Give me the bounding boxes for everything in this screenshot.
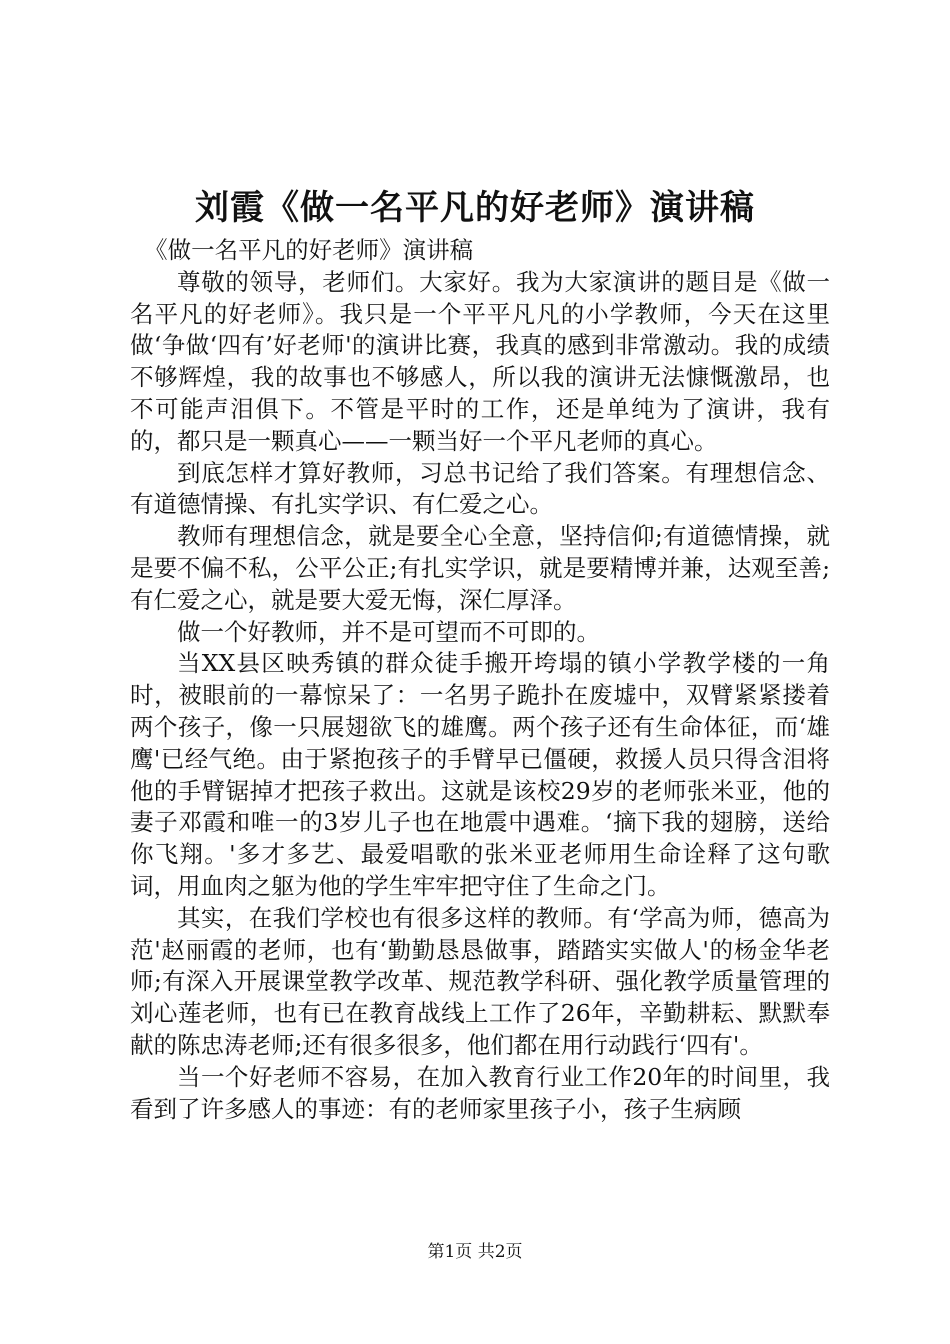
paragraph-school-teachers: 其实，在我们学校也有很多这样的教师。有‘学高为师，德高为范'赵丽霞的老师，也有‘勤勤恳恳做事，踏踏实实做人'的杨金华老师;有深入开展课堂教学改革、规范教学科研、强化教学质量管理的刘心莲老师，也有已在教育战线上工作了26年，辛勤耕耘、默默奉献的陈忠涛老师;还有很多很多，他们都在用行动践行‘四有'。 bbox=[130, 903, 830, 1059]
document-subtitle: 《做一名平凡的好老师》演讲稿 bbox=[144, 236, 474, 264]
paragraph-zhang-miya-story: 当XX县区映秀镇的群众徒手搬开垮塌的镇小学教学楼的一角时，被眼前的一幕惊呆了：一名男子跪扑在废墟中，双臂紧紧搂着两个孩子，像一只展翅欲飞的雄鹰。两个孩子还有生命体征，而‘雄鹰'已经气绝。由于紧抱孩子的手臂早已僵硬，救援人员只得含泪将他的手臂锯掉才把孩子救出。这就是该校29岁的老师张米亚，他的妻子邓霞和唯一的3岁儿子也在地震中遇难。‘摘下我的翅膀，送给你飞翔。'多才多艺、最爱唱歌的张米亚老师用生命诠释了这句歌词，用血肉之躯为他的学生牢牢把守住了生命之门。 bbox=[130, 649, 830, 900]
page-number-footer: 第1页 共2页 bbox=[427, 1242, 523, 1262]
paragraph-attainable: 做一个好教师，并不是可望而不可即的。 bbox=[177, 617, 600, 646]
paragraph-good-teacher-definition: 到底怎样才算好教师，习总书记给了我们答案。有理想信念、有道德情操、有扎实学识、有仁爱之心。 bbox=[130, 458, 830, 519]
document-title: 刘霞《做一名平凡的好老师》演讲稿 bbox=[195, 188, 755, 228]
paragraph-four-qualities: 教师有理想信念，就是要全心全意，坚持信仰;有道德情操，就是要不偏不私，公平公正;有扎实学识，就是要精博并兼，达观至善;有仁爱之心，就是要大爱无悔，深仁厚泽。 bbox=[130, 522, 830, 614]
paragraph-twenty-years: 当一个好老师不容易，在加入教育行业工作20年的时间里，我看到了许多感人的事迹：有的老师家里孩子小，孩子生病顾 bbox=[130, 1062, 830, 1123]
paragraph-greeting: 尊敬的领导，老师们。大家好。我为大家演讲的题目是《做一名平凡的好老师》。我只是一个平平凡凡的小学教师，今天在这里做‘争做‘四有’好老师'的演讲比赛，我真的感到非常激动。我的成绩不够辉煌，我的故事也不够感人，所以我的演讲无法慷慨激昂，也不可能声泪俱下。不管是平时的工作，还是单纯为了演讲，我有的，都只是一颗真心——一颗当好一个平凡老师的真心。 bbox=[130, 267, 830, 455]
document-body bbox=[130, 235, 830, 1125]
